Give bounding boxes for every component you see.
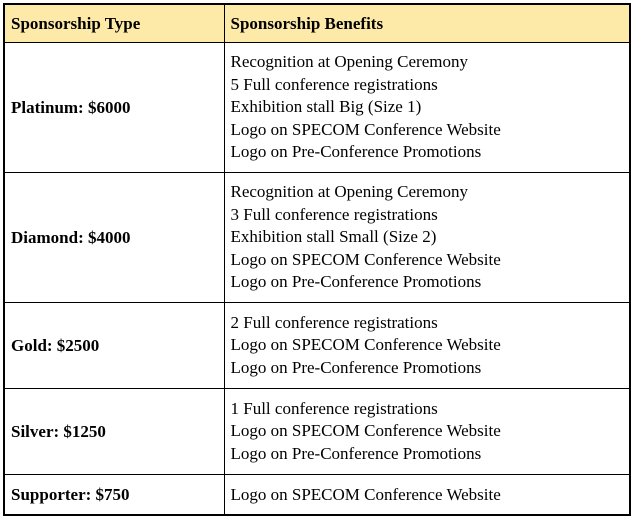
sponsorship-type-cell: Platinum: $6000 <box>5 43 224 173</box>
sponsorship-type-cell: Gold: $2500 <box>5 303 224 389</box>
header-sponsorship-benefits: Sponsorship Benefits <box>224 5 629 43</box>
table-row-silver <box>5 389 629 475</box>
benefit-item: Logo on Pre-Conference Promotions <box>230 357 482 377</box>
benefit-item: Exhibition stall Big (Size 1) <box>230 97 422 117</box>
benefit-item: Exhibition stall Small (Size 2) <box>230 227 437 247</box>
table-row-platinum <box>5 43 629 173</box>
benefit-item: Recognition at Opening Ceremony <box>230 182 468 202</box>
header-sponsorship-type: Sponsorship Type <box>5 5 224 43</box>
benefit-item: Logo on Pre-Conference Promotions <box>230 272 482 292</box>
table-header-row <box>5 5 629 43</box>
benefit-item: Logo on SPECOM Conference Website <box>230 119 501 139</box>
sponsorship-benefits-cell <box>224 475 629 516</box>
table-row-supporter <box>5 475 629 516</box>
benefit-item: Logo on SPECOM Conference Website <box>230 485 501 504</box>
sponsorship-table-container <box>3 3 631 516</box>
benefit-item: Logo on SPECOM Conference Website <box>230 421 501 441</box>
benefit-item: 5 Full conference registrations <box>230 74 438 94</box>
benefit-item: Logo on SPECOM Conference Website <box>230 249 501 269</box>
sponsorship-table <box>5 5 629 516</box>
table-row-gold <box>5 303 629 389</box>
sponsorship-type-cell: Silver: $1250 <box>5 389 224 475</box>
table-row-diamond <box>5 173 629 303</box>
sponsorship-benefits-cell <box>224 389 629 475</box>
benefit-item: 1 Full conference registrations <box>230 398 438 418</box>
sponsorship-benefits-cell <box>224 43 629 173</box>
benefit-item: 3 Full conference registrations <box>230 204 438 224</box>
benefit-item: Logo on SPECOM Conference Website <box>230 335 501 355</box>
benefit-item: Logo on Pre-Conference Promotions <box>230 443 482 463</box>
sponsorship-type-cell: Supporter: $750 <box>5 475 224 516</box>
sponsorship-benefits-cell <box>224 173 629 303</box>
sponsorship-type-cell: Diamond: $4000 <box>5 173 224 303</box>
benefit-item: Logo on Pre-Conference Promotions <box>230 142 482 162</box>
sponsorship-benefits-cell <box>224 303 629 389</box>
benefit-item: Recognition at Opening Ceremony <box>230 52 468 72</box>
benefit-item: 2 Full conference registrations <box>230 312 438 332</box>
